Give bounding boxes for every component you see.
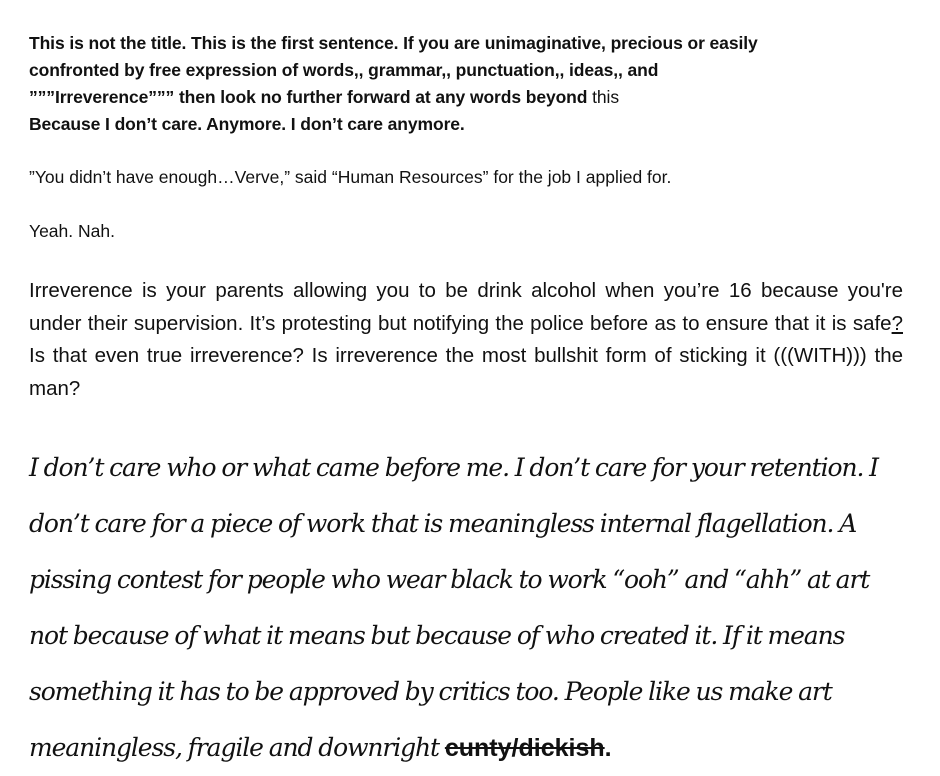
intro-line-1: This is not the title. This is the first sentence. If you are unimaginative, precious or easily bbox=[29, 33, 758, 53]
rant-final-period: . bbox=[604, 734, 612, 762]
intro-paragraph bbox=[29, 30, 909, 138]
rant-text: I don’t care who or what came before me. I don’t care for your retention. I don’t care for a piece of work that is meaningless internal flagellation. A pissing contest for people who wear black to work “ooh” and “ahh” at art not because of what it means but because of who created it. If it means something it has to be approved by critics too. People like us make art meaningless, fragile and downright bbox=[29, 453, 878, 762]
intro-last-line: Because I don’t care. Anymore. I don’t care anymore. bbox=[29, 114, 465, 134]
rant-paragraph bbox=[29, 440, 907, 776]
intro-line-3: ”””Irreverence””” then look no further forward at any words beyond bbox=[29, 87, 588, 107]
irreverence-text-before: Irreverence is your parents allowing you to be drink alcohol when you’re 16 because you're under their supervision. It’s protesting but notifying the police before as to ensure that it is safe bbox=[29, 279, 903, 335]
struck-through-word: cunty/dickish bbox=[444, 734, 605, 762]
reply-paragraph: Yeah. Nah. bbox=[29, 221, 115, 241]
quote-paragraph: ”You didn’t have enough…Verve,” said “Human Resources” for the job I applied for. bbox=[29, 167, 672, 187]
intro-line-2: confronted by free expression of words,, grammar,, punctuation,, ideas,, and bbox=[29, 60, 659, 80]
intro-this-word: this bbox=[592, 87, 619, 107]
underlined-question-mark: ? bbox=[891, 311, 903, 335]
irreverence-paragraph bbox=[29, 275, 903, 405]
irreverence-text-after: Is that even true irreverence? Is irreverence the most bullshit form of sticking it (((WITH))) the man? bbox=[29, 344, 903, 400]
